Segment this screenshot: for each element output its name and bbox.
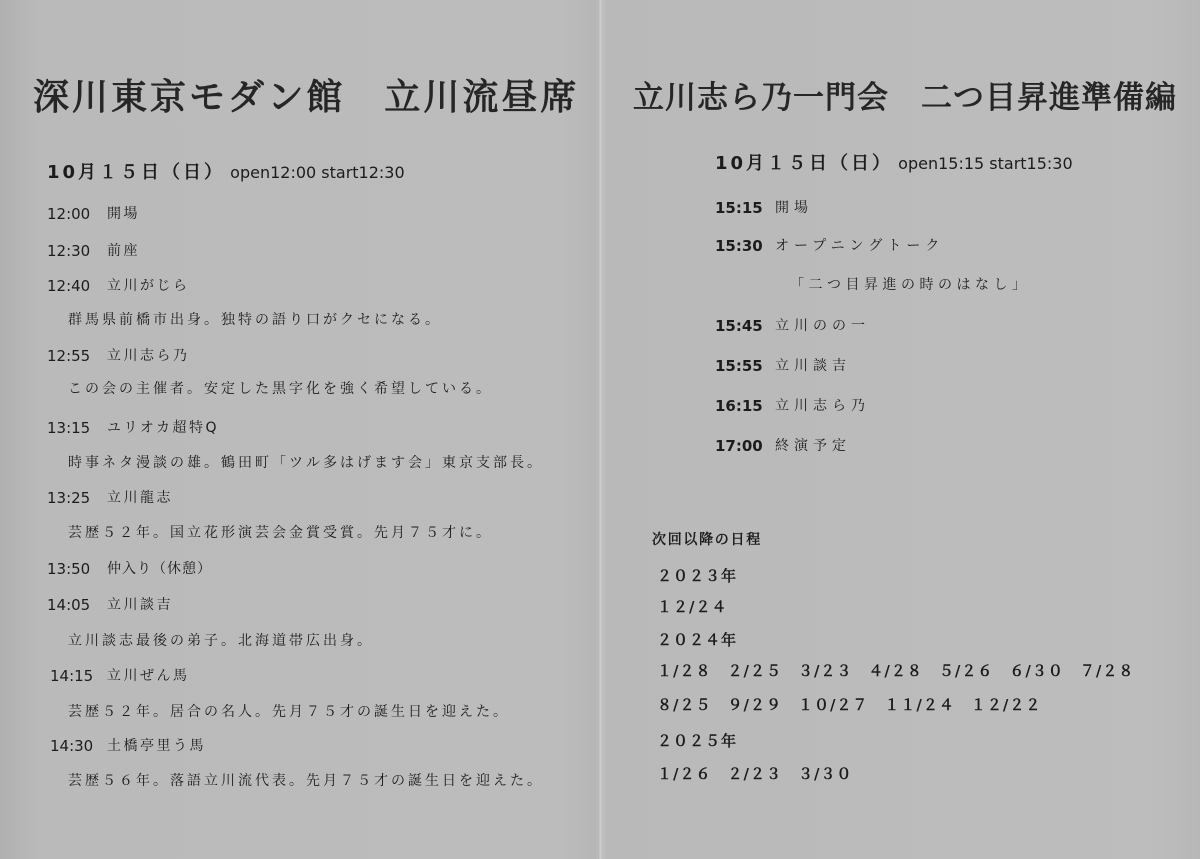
program-row: [47, 560, 212, 578]
schedule-year: ２０２３年: [657, 567, 738, 585]
performer-name: 土橋亭里う馬: [107, 738, 206, 754]
program-time: 16:15: [715, 397, 763, 415]
performer-note: 芸歴５６年。落語立川流代表。先月７５才の誕生日を迎えた。: [68, 773, 544, 789]
program-item: 開場: [107, 206, 140, 222]
performer-note: 時事ネタ漫談の雄。鶴田町「ツル多はげます会」東京支部長。: [68, 455, 544, 471]
schedule-dates: １２/２４: [657, 598, 728, 616]
program-time: 15:15: [715, 199, 763, 217]
performer-note: 芸歴５２年。居合の名人。先月７５才の誕生日を迎えた。: [68, 704, 510, 720]
performer-name: 立川談吉: [775, 358, 851, 374]
program-row: [47, 277, 190, 295]
right-date-line: [715, 153, 1073, 175]
program-time: 13:15: [47, 419, 91, 437]
program-time: 13:50: [47, 560, 91, 578]
program-time: 12:30: [47, 242, 91, 260]
program-time: 14:30: [50, 737, 94, 755]
left-open-start: open12:00 start12:30: [230, 163, 405, 182]
left-date-line: [47, 162, 405, 184]
left-title: 深川東京モダン館 立川流昼席: [33, 77, 580, 118]
schedule-dates: ８/２５ ９/２９ １０/２７ １１/２４ １２/２２: [657, 696, 1042, 714]
program-time: 12:00: [47, 205, 91, 223]
program-row: [47, 205, 140, 223]
program-time: 12:40: [47, 277, 91, 295]
program-row: [715, 437, 851, 455]
right-title: 立川志ら乃一門会 二つ目昇進準備編: [633, 80, 1177, 116]
performer-name: 立川談吉: [107, 597, 173, 613]
talk-topic: 「二つ目昇進の時のはなし」: [790, 277, 1031, 293]
program-time: 15:30: [715, 237, 763, 255]
page-fold: [598, 0, 603, 859]
program-row: [47, 242, 140, 260]
performer-name: 立川志ら乃: [107, 348, 190, 364]
performer-note: 芸歴５２年。国立花形演芸会金賞受賞。先月７５才に。: [68, 525, 493, 541]
program-row: [47, 596, 173, 614]
program-row: [715, 317, 870, 335]
schedule-dates: １/２６ ２/２３ ３/３０: [657, 765, 853, 783]
performer-note: 立川談志最後の弟子。北海道帯広出身。: [68, 633, 374, 649]
performer-name: 立川ぜん馬: [107, 668, 190, 684]
right-open-start: open15:15 start15:30: [898, 154, 1073, 173]
program-time: 15:55: [715, 357, 763, 375]
program-row: [47, 489, 173, 507]
program-item: 前座: [107, 243, 140, 259]
program-time: 17:00: [715, 437, 763, 455]
performer-name: 立川がじら: [107, 278, 190, 294]
program-time: 14:05: [47, 596, 91, 614]
schedule-year: ２０２５年: [657, 732, 738, 750]
schedule-dates: １/２８ ２/２５ ３/２３ ４/２８ ５/２６ ６/３０ ７/２８: [657, 662, 1135, 680]
left-date: 10月１５日（日）: [47, 162, 226, 183]
performer-note: 群馬県前橋市出身。独特の語り口がクセになる。: [68, 312, 442, 328]
program-row: [50, 737, 206, 755]
program-item: オープニングトーク: [775, 238, 945, 254]
performer-name: 立川のの一: [775, 318, 870, 334]
program-time: 15:45: [715, 317, 763, 335]
program-row: [715, 199, 813, 217]
schedule-heading: 次回以降の日程: [652, 532, 762, 548]
program-row: [50, 667, 190, 685]
program-row: [715, 357, 851, 375]
performer-name: 立川龍志: [107, 490, 173, 506]
program-item: 開場: [775, 200, 813, 216]
program-time: 13:25: [47, 489, 91, 507]
program-time: 14:15: [50, 667, 94, 685]
program-time: 12:55: [47, 347, 91, 365]
performer-name: ユリオカ超特Q: [107, 420, 219, 436]
program-row: [47, 419, 219, 437]
right-date: 10月１５日（日）: [715, 153, 894, 174]
program-row: [715, 397, 870, 415]
performer-note: この会の主催者。安定した黒字化を強く希望している。: [68, 381, 493, 397]
performer-name: 立川志ら乃: [775, 398, 870, 414]
schedule-year: ２０２４年: [657, 631, 738, 649]
program-row: [715, 237, 944, 255]
program-row: [47, 347, 190, 365]
program-item: 終演予定: [775, 438, 851, 454]
intermission-label: 仲入り（休憩）: [107, 561, 212, 577]
